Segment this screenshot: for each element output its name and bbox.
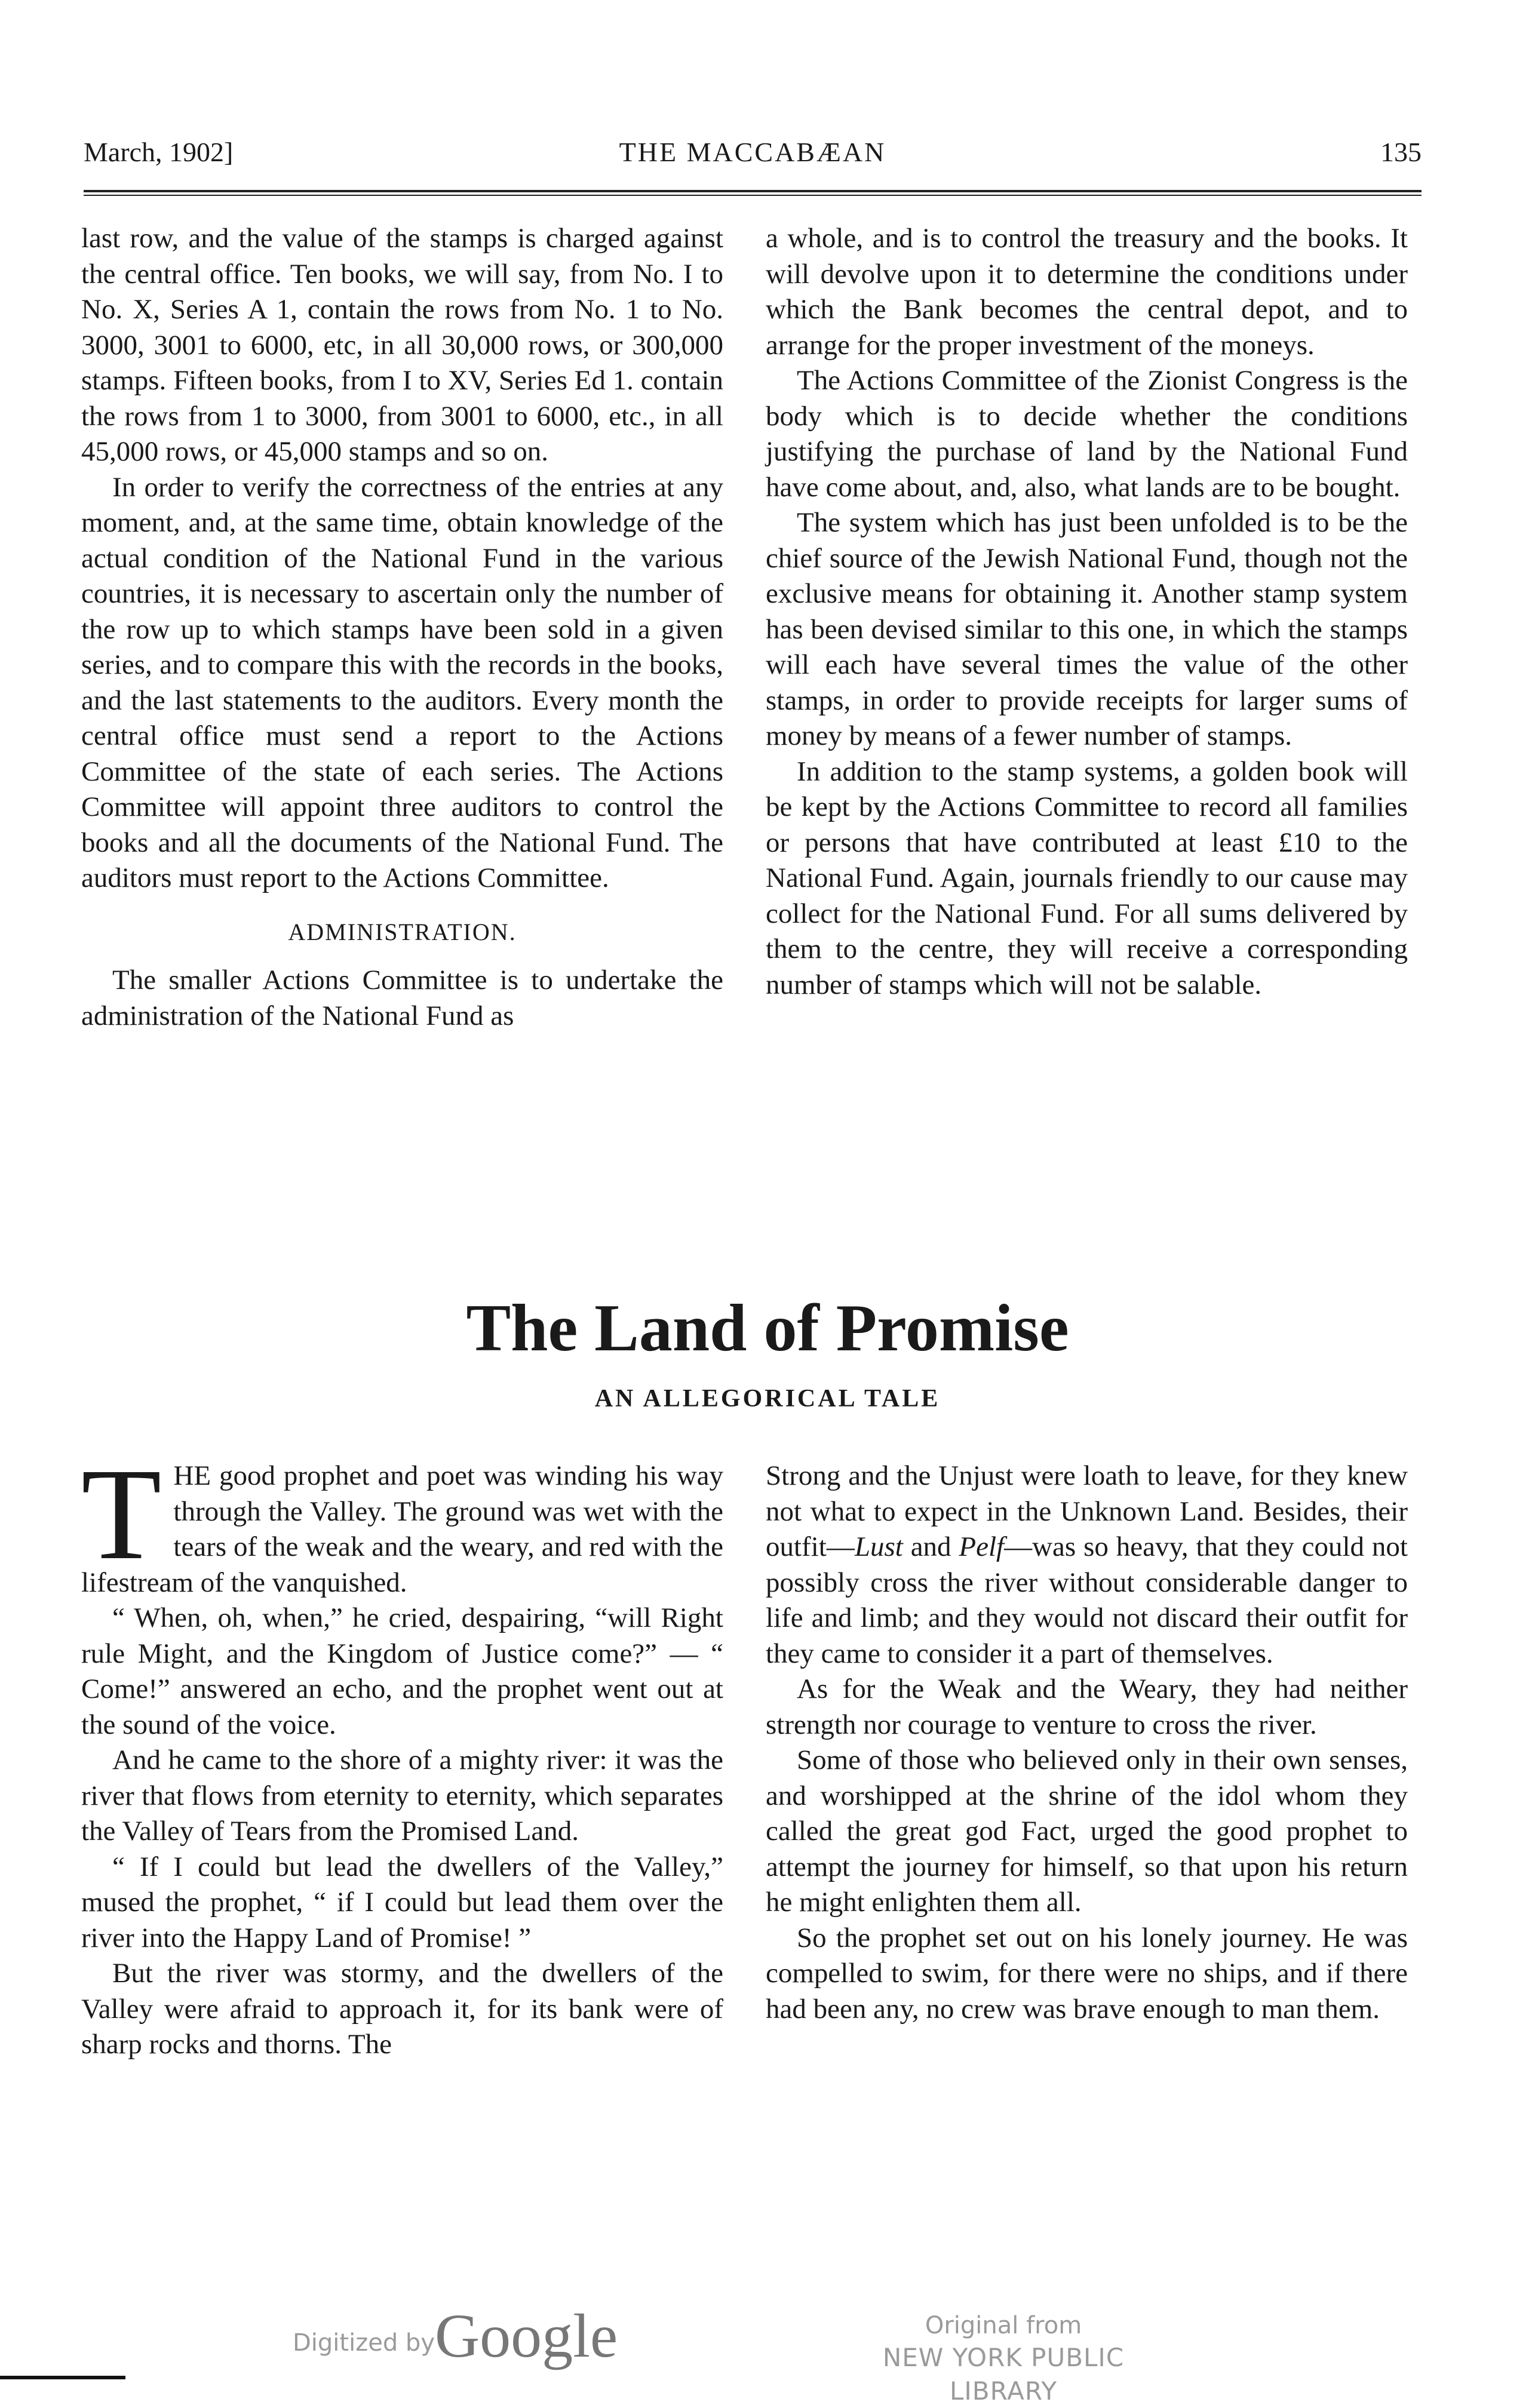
paragraph: “ If I could but lead the dwellers of the Valley,” mused the prophet, “ if I could but lead them over the river into the Happy Land of Promise! ” (81, 1851, 723, 1954)
header-date: March, 1902] (84, 137, 234, 167)
emphasis-pelf: Pelf (959, 1531, 1005, 1562)
paragraph: Some of those who believed only in their own senses, and worshipped at the shrine of the idol whom they called the great god Fact, urged the good prophet to attempt the journey for himself, so that upon his return he might enlighten them all. (766, 1744, 1408, 1918)
running-header (84, 136, 1422, 184)
paragraph: The smaller Actions Committee is to undertake the administration of the National Fund as (81, 965, 723, 1031)
paragraph (81, 1441, 723, 1601)
paragraph-text: HE good prophet and poet was winding his way through the Valley. The ground was wet with the tears of the weak and the weary, and red with the lifestream of the vanquished. (81, 1460, 723, 1598)
paragraph (766, 1458, 1408, 1672)
digitized-by-label: Digitized by (293, 2329, 435, 2357)
top-right-column (766, 221, 1408, 1003)
library-name: NEW YORK PUBLIC LIBRARY (882, 2343, 1125, 2406)
paragraph: So the prophet set out on his lonely journey. He was compelled to swim, for there were no ships, and if there had been any, no crew was brave enough to man them. (766, 1922, 1408, 2025)
paragraph: “ When, oh, when,” he cried, despairing, “will Right rule Might, and the Kingdom of Justice come?” — “ Come!” answered an echo, and the prophet went out at the sound of the voice. (81, 1602, 723, 1740)
paragraph: last row, and the value of the stamps is charged against the central office. Ten books, we will say, from No. I to No. X, Series A 1, contain the rows from No. 1 to No. 3000, 3001 to 6000, etc, in all 30,000 rows, or 300,000 stamps. Fifteen books, from I to XV, Series Ed 1. contain the rows from 1 to 3000, from 3001 to 6000, etc., in all 45,000 rows, or 45,000 stamps and so on. (81, 223, 723, 467)
section-heading: ADMINISTRATION. (288, 918, 517, 945)
article-left-column (81, 1441, 723, 2063)
drop-cap: T (81, 1441, 162, 1587)
paragraph: As for the Weak and the Weary, they had neither strength nor courage to venture to cross the river. (766, 1673, 1408, 1740)
header-page-number: 135 (1380, 137, 1422, 167)
paragraph: In order to verify the correctness of the entries at any moment, and, at the same time, obtain knowledge of the actual condition of the National Fund in the various countries, it is necessary to ascertain only the number of the row up to which stamps have been sold in a given series, and to compare this with the records in the books, and the last statements to the auditors. Every month the central office must send a report to the Actions Committee of the state of each series. The Actions Committee will appoint three auditors to control the books and all the documents of the National Fund. The auditors must report to the Actions Committee. (81, 471, 723, 893)
paragraph: The Actions Committee of the Zionist Congress is the body which is to decide whether the conditions justifying the purchase of land by the National Fund have come about, and, also, what lands are to be bought. (766, 365, 1408, 503)
top-left-column (81, 221, 723, 1034)
provenance-watermark (836, 2310, 1171, 2408)
paragraph: a whole, and is to control the treasury and the books. It will devolve upon it to determine the conditions under which the Bank becomes the central depot, and to arrange for the proper investment of the moneys. (766, 223, 1408, 361)
paragraph-text: —was so heavy, that they could not possibly cross the river without considerable danger to life and limb; and they would not discard their outfit for they came to consider it a part of themselves. (766, 1531, 1408, 1669)
scan-edge-mark (0, 2376, 125, 2379)
paragraph-text: and (902, 1531, 959, 1562)
header-rule-thin (84, 195, 1422, 196)
original-from-label: Original from (925, 2312, 1082, 2339)
header-journal-title: THE MACCABÆAN (619, 137, 886, 167)
emphasis-lust: Lust (854, 1531, 903, 1562)
paragraph: The system which has just been unfolded is to be the chief source of the Jewish National Fund, though not the exclusive means for obtaining it. Another stamp system has been devised similar to this one, in which the stamps will each have several times the value of the other stamps, in order to provide receipts for larger sums of money by means of a fewer number of stamps. (766, 507, 1408, 751)
article-right-column (766, 1458, 1408, 2027)
paragraph: In addition to the stamp systems, a golden book will be kept by the Actions Committee to record all families or persons that have contributed at least £10 to the National Fund. Again, journals friendly to our cause may collect for the National Fund. For all sums delivered by them to the centre, they will receive a corresponding number of stamps which will not be salable. (766, 755, 1408, 1000)
header-rule (84, 190, 1422, 192)
article-title: The Land of Promise (466, 1291, 1069, 1365)
google-logo: Google (435, 2302, 618, 2370)
paragraph-text: Strong and the Unjust were loath to leave, for they knew not what to expect in the Unknown Land. Besides, their outfit— (766, 1460, 1408, 1562)
article-subtitle: AN ALLEGORICAL TALE (594, 1385, 941, 1412)
paragraph: And he came to the shore of a mighty river: it was the river that flows from eternity to eternity, which separates the Valley of Tears from the Promised Land. (81, 1744, 723, 1847)
paragraph: But the river was stormy, and the dwellers of the Valley were afraid to approach it, for its bank were of sharp rocks and thorns. The (81, 1958, 723, 2060)
